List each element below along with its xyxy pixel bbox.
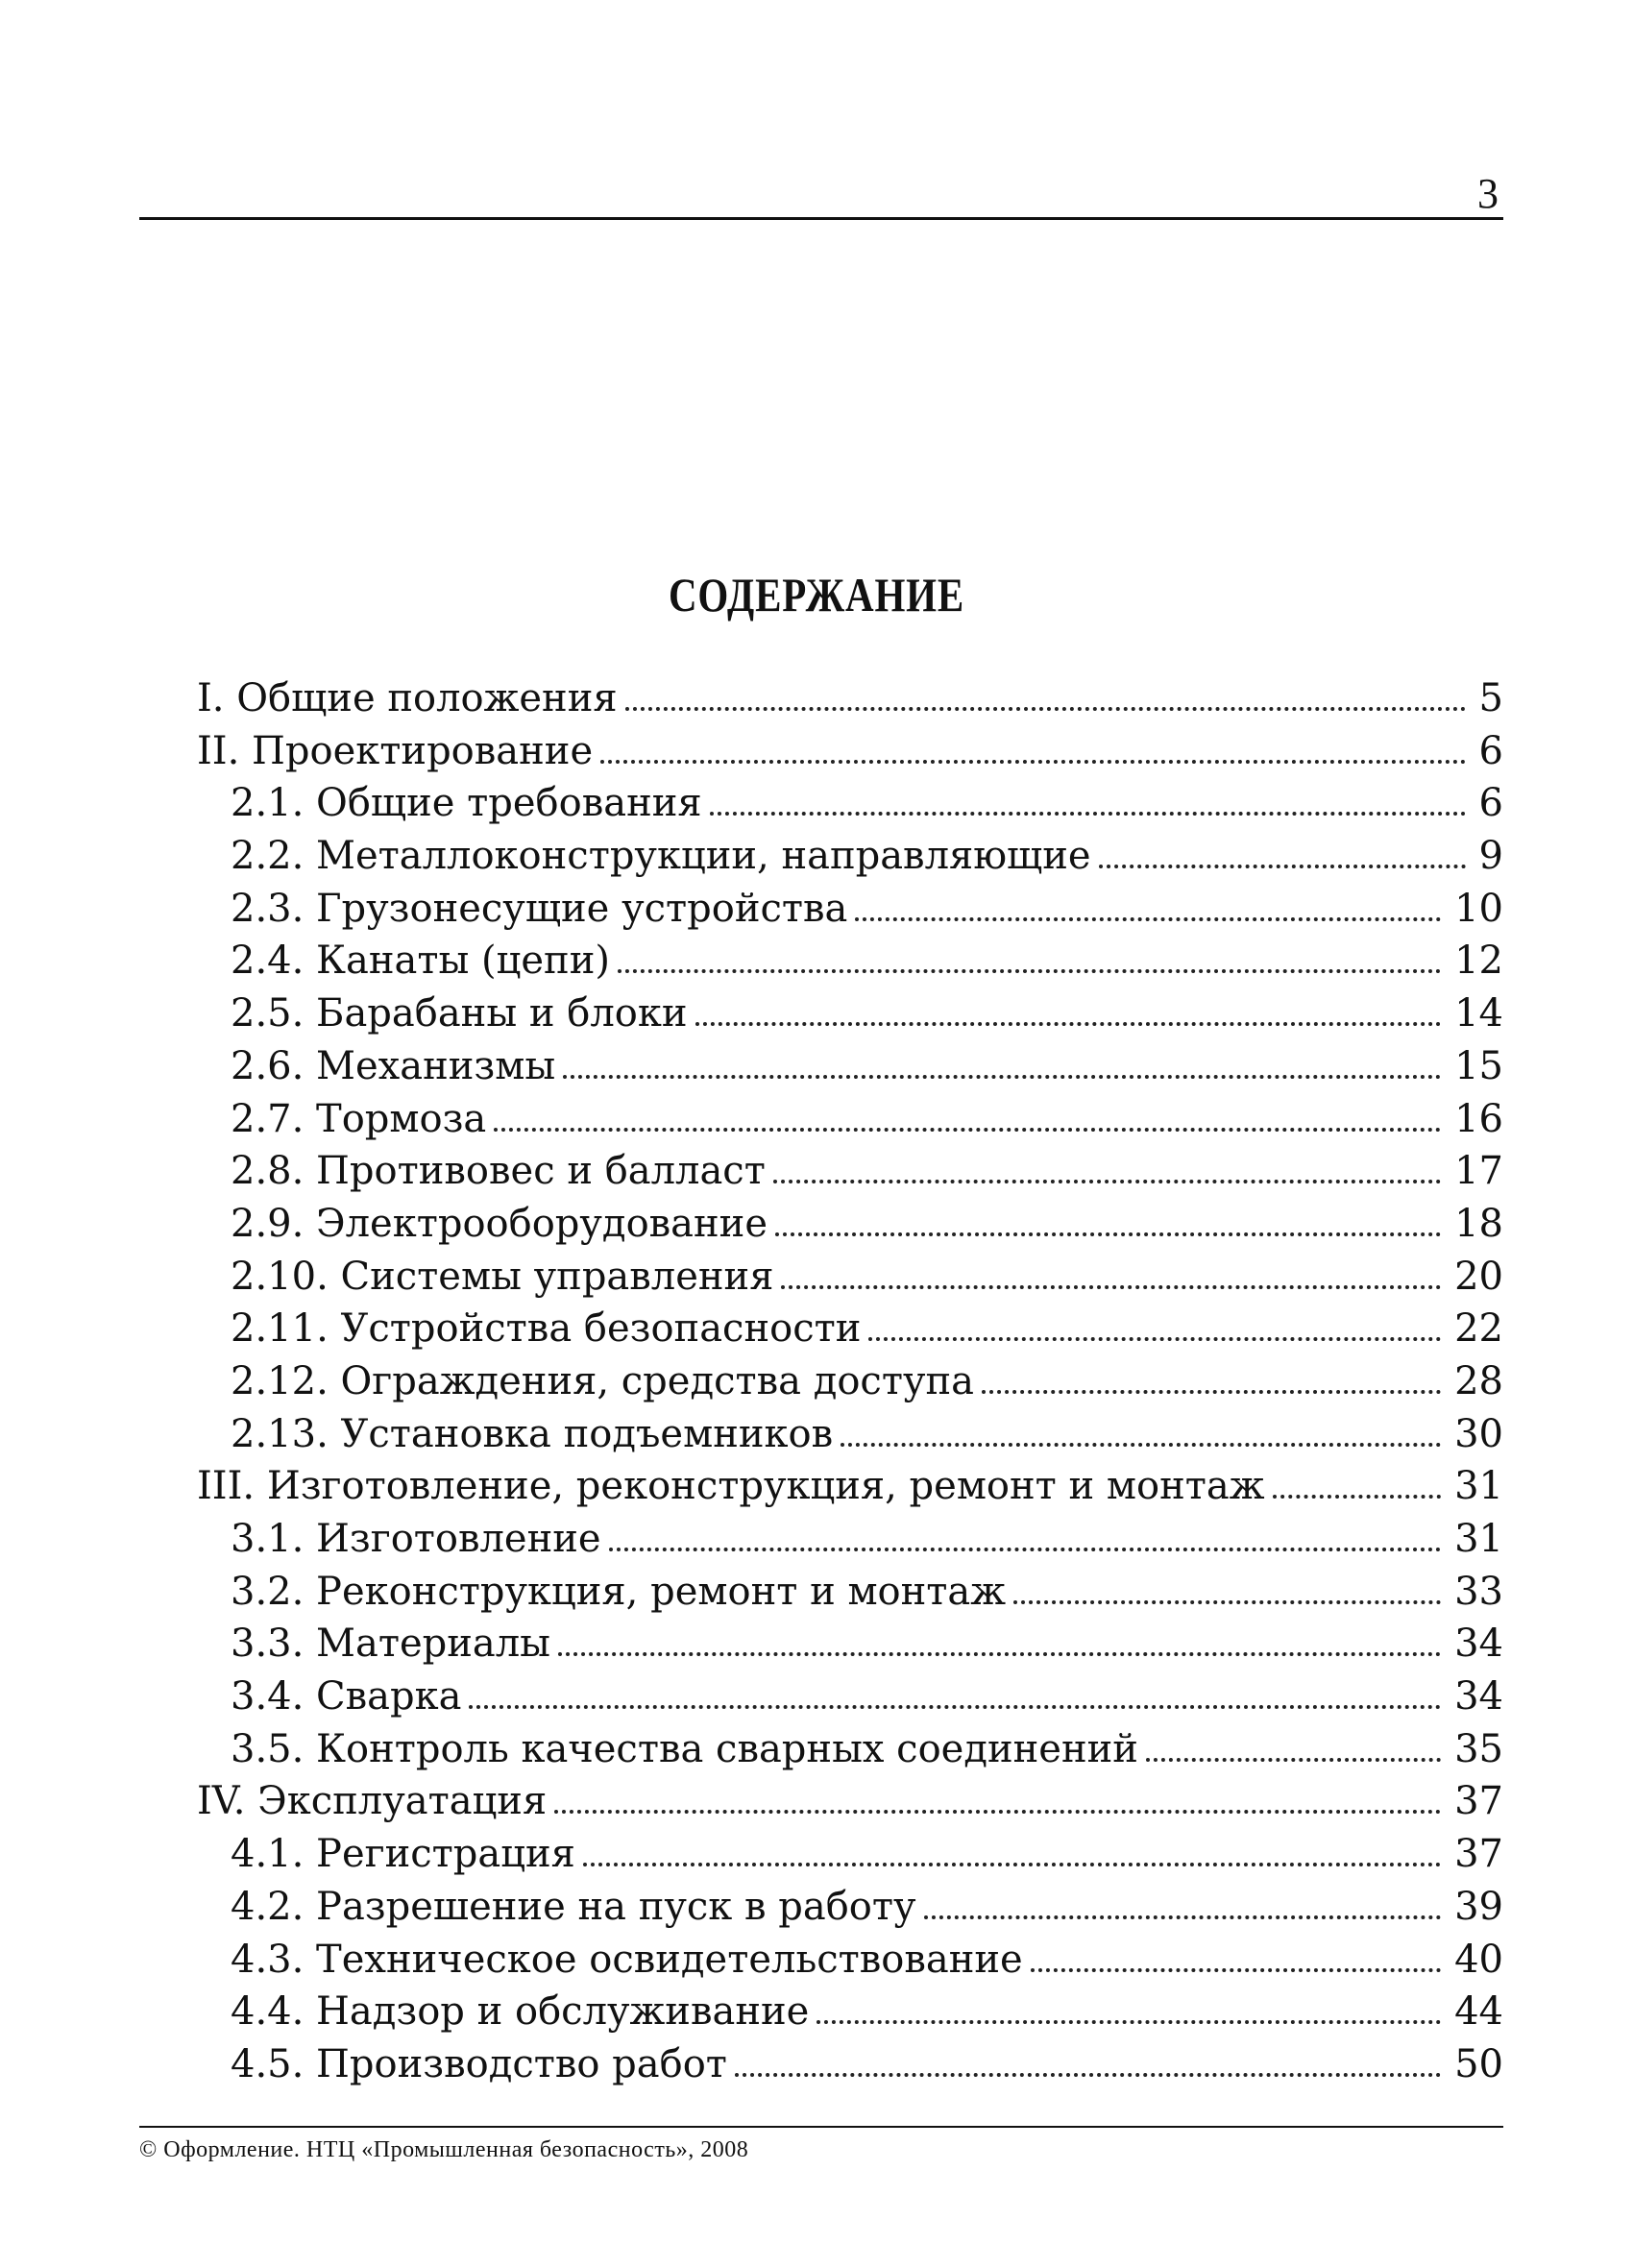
- toc-entry-label: 2.9. Электрооборудование: [231, 1201, 768, 1246]
- header-rule: [139, 217, 1503, 220]
- toc-entry-label: 2.4. Канаты (цепи): [231, 939, 610, 984]
- toc-entry[interactable]: [197, 1145, 1503, 1198]
- toc-entry[interactable]: [197, 725, 1503, 778]
- toc-entry-page: 17: [1454, 1149, 1503, 1194]
- toc-entry-page: 31: [1454, 1464, 1503, 1509]
- toc-entry[interactable]: [197, 1460, 1503, 1513]
- toc-entry[interactable]: [197, 1723, 1503, 1776]
- toc-entry[interactable]: [197, 1775, 1503, 1828]
- toc-dot-leader: [775, 1229, 1441, 1236]
- toc-entry-page: 5: [1478, 676, 1503, 720]
- toc-entry-page: 28: [1454, 1358, 1503, 1403]
- toc-entry-label: III. Изготовление, реконструкция, ремонт и монтаж: [197, 1464, 1265, 1509]
- toc-dot-leader: [554, 1806, 1441, 1814]
- toc-entry-page: 35: [1454, 1726, 1503, 1771]
- table-of-contents: [197, 672, 1503, 2091]
- toc-entry-label: 4.3. Техническое освидетельствование: [231, 1937, 1023, 1982]
- toc-dot-leader: [494, 1124, 1441, 1132]
- toc-dot-leader: [924, 1912, 1442, 1919]
- toc-entry-label: 4.2. Разрешение на пуск в работу: [231, 1884, 916, 1929]
- toc-dot-leader: [618, 965, 1441, 973]
- toc-entry[interactable]: [197, 1355, 1503, 1408]
- toc-entry-page: 44: [1454, 1989, 1503, 2035]
- toc-entry[interactable]: [197, 672, 1503, 725]
- toc-dot-leader: [1146, 1754, 1441, 1762]
- toc-entry[interactable]: [197, 777, 1503, 830]
- toc-entry-label: IV. Эксплуатация: [197, 1779, 548, 1824]
- toc-entry[interactable]: [197, 1040, 1503, 1093]
- toc-entry[interactable]: [197, 1566, 1503, 1619]
- toc-entry-page: 6: [1478, 781, 1503, 826]
- toc-entry[interactable]: [197, 988, 1503, 1040]
- toc-dot-leader: [583, 1859, 1441, 1866]
- toc-entry[interactable]: [197, 1408, 1503, 1461]
- toc-entry-label: 3.2. Реконструкция, ремонт и монтаж: [231, 1569, 1007, 1614]
- toc-entry-page: 37: [1454, 1779, 1503, 1824]
- toc-entry[interactable]: [197, 1986, 1503, 2038]
- toc-entry-page: 14: [1454, 991, 1503, 1036]
- toc-entry-label: 2.1. Общие требования: [231, 781, 702, 826]
- toc-entry-label: 2.5. Барабаны и блоки: [231, 991, 688, 1036]
- toc-entry-label: 2.13. Установка подъемников: [231, 1411, 834, 1456]
- toc-entry-label: 4.1. Регистрация: [231, 1832, 575, 1877]
- toc-entry-label: II. Проектирование: [197, 728, 594, 773]
- toc-entry-page: 37: [1454, 1832, 1503, 1877]
- toc-entry[interactable]: [197, 1251, 1503, 1304]
- toc-dot-leader: [855, 914, 1441, 921]
- toc-entry[interactable]: [197, 1881, 1503, 1934]
- toc-dot-leader: [625, 703, 1466, 711]
- toc-dot-leader: [781, 1281, 1441, 1289]
- toc-dot-leader: [1099, 861, 1466, 868]
- toc-entry-page: 20: [1454, 1254, 1503, 1299]
- toc-entry-label: 2.10. Системы управления: [231, 1254, 774, 1299]
- toc-entry-label: 3.3. Материалы: [231, 1622, 551, 1667]
- toc-entry[interactable]: [197, 2038, 1503, 2091]
- toc-entry-page: 6: [1478, 728, 1503, 773]
- toc-entry-page: 16: [1454, 1096, 1503, 1141]
- toc-entry-label: 4.5. Производство работ: [231, 2041, 727, 2086]
- toc-entry-page: 39: [1454, 1884, 1503, 1929]
- toc-dot-leader: [563, 1071, 1441, 1079]
- toc-dot-leader: [710, 808, 1466, 816]
- toc-dot-leader: [558, 1648, 1441, 1656]
- toc-entry-page: 34: [1454, 1622, 1503, 1667]
- toc-entry-label: I. Общие положения: [197, 676, 618, 720]
- footer-copyright: © Оформление. НТЦ «Промышленная безопасность», 2008: [139, 2137, 749, 2162]
- toc-entry[interactable]: [197, 1303, 1503, 1355]
- toc-entry-page: 50: [1454, 2041, 1503, 2086]
- toc-dot-leader: [609, 1544, 1442, 1551]
- toc-entry-label: 2.6. Механизмы: [231, 1043, 556, 1088]
- toc-entry-page: 40: [1454, 1937, 1503, 1982]
- toc-entry-label: 3.1. Изготовление: [231, 1517, 601, 1561]
- toc-dot-leader: [773, 1176, 1441, 1183]
- toc-entry-label: 3.4. Сварка: [231, 1674, 462, 1719]
- toc-entry-page: 33: [1454, 1569, 1503, 1614]
- toc-entry[interactable]: [197, 1198, 1503, 1251]
- toc-dot-leader: [695, 1018, 1442, 1026]
- toc-entry-label: 2.7. Тормоза: [231, 1096, 487, 1141]
- toc-entry-label: 4.4. Надзор и обслуживание: [231, 1989, 810, 2035]
- toc-entry[interactable]: [197, 1828, 1503, 1881]
- toc-entry[interactable]: [197, 1093, 1503, 1146]
- toc-entry[interactable]: [197, 1513, 1503, 1566]
- toc-entry-label: 2.3. Грузонесущие устройства: [231, 886, 848, 931]
- page-number: 3: [1477, 170, 1499, 217]
- toc-entry-page: 15: [1454, 1043, 1503, 1088]
- toc-entry-page: 34: [1454, 1674, 1503, 1719]
- toc-entry-label: 2.2. Металлоконструкции, направляющие: [231, 834, 1091, 879]
- toc-entry-page: 10: [1454, 886, 1503, 931]
- toc-entry-label: 2.11. Устройства безопасности: [231, 1306, 862, 1352]
- toc-entry-page: 31: [1454, 1517, 1503, 1561]
- toc-entry[interactable]: [197, 830, 1503, 883]
- toc-entry-page: 9: [1478, 834, 1503, 879]
- toc-entry-label: 2.12. Ограждения, средства доступа: [231, 1358, 974, 1403]
- footer-rule: [139, 2126, 1503, 2128]
- toc-dot-leader: [1013, 1597, 1441, 1604]
- page-title: СОДЕРЖАНИЕ: [668, 568, 965, 622]
- toc-dot-leader: [982, 1386, 1441, 1394]
- toc-dot-leader: [868, 1333, 1441, 1341]
- toc-entry-label: 2.8. Противовес и балласт: [231, 1149, 766, 1194]
- toc-entry[interactable]: [197, 1934, 1503, 1987]
- toc-dot-leader: [1031, 1964, 1441, 1972]
- toc-dot-leader: [469, 1701, 1441, 1709]
- toc-entry-page: 30: [1454, 1411, 1503, 1456]
- toc-entry[interactable]: [197, 1618, 1503, 1671]
- toc-entry-page: 22: [1454, 1306, 1503, 1352]
- toc-dot-leader: [735, 2069, 1441, 2077]
- toc-dot-leader: [600, 756, 1465, 764]
- toc-entry[interactable]: [197, 1671, 1503, 1723]
- toc-dot-leader: [841, 1439, 1441, 1447]
- toc-entry-page: 18: [1454, 1201, 1503, 1246]
- toc-entry-page: 12: [1454, 939, 1503, 984]
- toc-entry[interactable]: [197, 883, 1503, 936]
- toc-dot-leader: [1273, 1491, 1442, 1499]
- toc-dot-leader: [816, 2016, 1441, 2024]
- toc-entry[interactable]: [197, 935, 1503, 988]
- toc-entry-label: 3.5. Контроль качества сварных соединений: [231, 1726, 1138, 1771]
